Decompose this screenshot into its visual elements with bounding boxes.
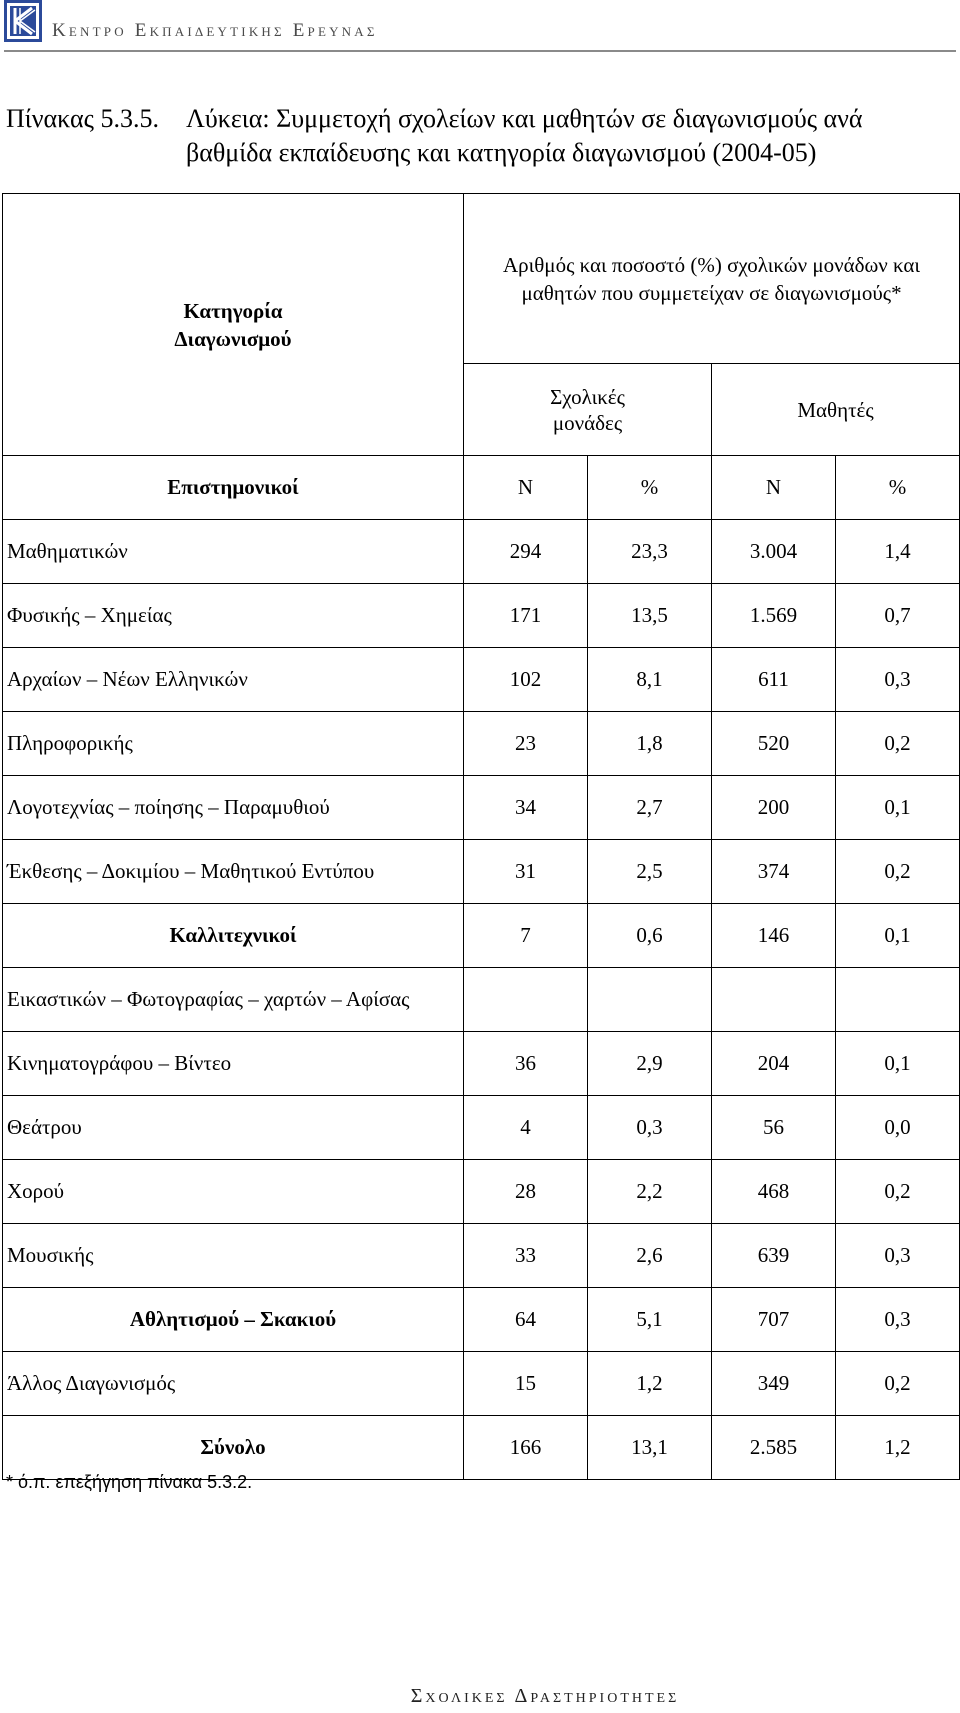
footnote: * ό.π. επεξήγηση πίνακα 5.3.2.: [6, 1472, 253, 1492]
title-line-1: Λύκεια: Συμμετοχή σχολείων και μαθητών σε διαγωνισμούς ανά: [186, 104, 863, 133]
cell-n2: 639: [712, 1224, 836, 1288]
row-label: Κινηματογράφου – Βίντεο: [3, 1032, 464, 1096]
cell-p2: 0,1: [836, 904, 960, 968]
org-name: Κεντρο Εκπαιδευτικης Ερευνας: [52, 20, 378, 41]
cell-p2: 1,2: [836, 1416, 960, 1480]
cell-p2: 0,3: [836, 648, 960, 712]
page-footer: Σχολικες Δραστηριοτητες: [410, 1685, 680, 1707]
cell-p2: 0,2: [836, 1160, 960, 1224]
cell-n1: 15: [464, 1352, 588, 1416]
cell-p2: 0,2: [836, 712, 960, 776]
category-header-text: Κατηγορία Διαγωνισμού: [174, 298, 292, 351]
cell-n2: 3.004: [712, 520, 836, 584]
table-row: [3, 1224, 960, 1288]
cell-n1: 34: [464, 776, 588, 840]
cell-p2: 1,4: [836, 520, 960, 584]
row-label: Λογοτεχνίας – ποίησης – Παραμυθιού: [3, 776, 464, 840]
table-row: [3, 776, 960, 840]
cell-p2: 0,2: [836, 1352, 960, 1416]
cell-p1: [588, 968, 712, 1032]
table-row: [3, 1032, 960, 1096]
row-label: Μουσικής: [3, 1224, 464, 1288]
cell-n1: 166: [464, 1416, 588, 1480]
cell-n1: 102: [464, 648, 588, 712]
table-row: [3, 1416, 960, 1480]
table-row: [3, 904, 960, 968]
row-label: Άλλος Διαγωνισμός: [3, 1352, 464, 1416]
cell-p2: 0,3: [836, 1224, 960, 1288]
table-row: [3, 584, 960, 648]
row-label: Μαθηματικών: [3, 520, 464, 584]
cell-n2: 2.585: [712, 1416, 836, 1480]
cell-p1: 13,5: [588, 584, 712, 648]
cell-n2: 56: [712, 1096, 836, 1160]
row-label: Χορού: [3, 1160, 464, 1224]
cell-p1: 2,9: [588, 1032, 712, 1096]
cell-n2: [712, 968, 836, 1032]
cell-n1: [464, 968, 588, 1032]
cell-n2: 146: [712, 904, 836, 968]
table-row: [3, 1160, 960, 1224]
cell-n2: 707: [712, 1288, 836, 1352]
cell-p2: 0,1: [836, 776, 960, 840]
cell-p1: 0,6: [588, 904, 712, 968]
cell-n1: 36: [464, 1032, 588, 1096]
cell-n1: 28: [464, 1160, 588, 1224]
cell-p1: 13,1: [588, 1416, 712, 1480]
row-label: Καλλιτεχνικοί: [3, 904, 464, 968]
cell-n1: 23: [464, 712, 588, 776]
cell-n2: 200: [712, 776, 836, 840]
group-header-text: Αριθμός και ποσοστό (%) σχολικών μονάδων και μαθητών που συμμετείχαν σε διαγωνισμούς*: [502, 252, 921, 305]
table-row: [3, 456, 960, 520]
table-body: [3, 456, 960, 1480]
kee-logo-icon: [4, 0, 42, 42]
cell-p1: 1,2: [588, 1352, 712, 1416]
cell-n2: 611: [712, 648, 836, 712]
cell-p2: [836, 968, 960, 1032]
cell-p2: 0,1: [836, 1032, 960, 1096]
cell-p2: 0,2: [836, 840, 960, 904]
cell-n2: 374: [712, 840, 836, 904]
title-line-2: βαθμίδα εκπαίδευσης και κατηγορία διαγωνισμού (2004-05): [186, 138, 817, 167]
schools-header: [464, 364, 712, 456]
row-label: Πληροφορικής: [3, 712, 464, 776]
table-row: [3, 520, 960, 584]
row-label: Εικαστικών – Φωτογραφίας – χαρτών – Αφίσας: [3, 968, 464, 1032]
header-divider: [4, 50, 956, 52]
table-row: [3, 648, 960, 712]
row-label: Φυσικής – Χημείας: [3, 584, 464, 648]
cell-n1: 33: [464, 1224, 588, 1288]
table-row: [3, 712, 960, 776]
cell-p1: 2,7: [588, 776, 712, 840]
cell-n1: 4: [464, 1096, 588, 1160]
cell-n1: Ν: [464, 456, 588, 520]
cell-p1: 2,2: [588, 1160, 712, 1224]
cell-n2: Ν: [712, 456, 836, 520]
row-label: Αθλητισμού – Σκακιού: [3, 1288, 464, 1352]
cell-p2: 0,7: [836, 584, 960, 648]
cell-p1: 8,1: [588, 648, 712, 712]
cell-p1: 5,1: [588, 1288, 712, 1352]
cell-p1: 2,5: [588, 840, 712, 904]
cell-n1: 31: [464, 840, 588, 904]
cell-n2: 204: [712, 1032, 836, 1096]
cell-n1: 171: [464, 584, 588, 648]
cell-p1: 0,3: [588, 1096, 712, 1160]
cell-n2: 468: [712, 1160, 836, 1224]
row-label: Αρχαίων – Νέων Ελληνικών: [3, 648, 464, 712]
table-row: [3, 968, 960, 1032]
category-header: [3, 194, 464, 456]
cell-p2: 0,0: [836, 1096, 960, 1160]
cell-n2: 349: [712, 1352, 836, 1416]
page-header: [4, 0, 956, 60]
table-row: [3, 840, 960, 904]
table-row: [3, 1352, 960, 1416]
cell-p1: 2,6: [588, 1224, 712, 1288]
row-label: Θεάτρου: [3, 1096, 464, 1160]
cell-p1: 1,8: [588, 712, 712, 776]
row-label: Έκθεσης – Δοκιμίου – Μαθητικού Εντύπου: [3, 840, 464, 904]
cell-n2: 1.569: [712, 584, 836, 648]
table-number: Πίνακας 5.3.5.: [6, 104, 159, 133]
table-row: [3, 1096, 960, 1160]
group-header: [464, 194, 960, 364]
cell-n1: 64: [464, 1288, 588, 1352]
row-label: Επιστημονικοί: [3, 456, 464, 520]
cell-p2: 0,3: [836, 1288, 960, 1352]
cell-p2: %: [836, 456, 960, 520]
students-header: Μαθητές: [712, 364, 960, 456]
schools-header-text: Σχολικές μονάδες: [550, 384, 625, 435]
cell-p1: %: [588, 456, 712, 520]
table-row: [3, 1288, 960, 1352]
cell-n2: 520: [712, 712, 836, 776]
cell-n1: 294: [464, 520, 588, 584]
cell-p1: 23,3: [588, 520, 712, 584]
competitions-table: [2, 193, 960, 1480]
row-label: Σύνολο: [3, 1416, 464, 1480]
cell-n1: 7: [464, 904, 588, 968]
